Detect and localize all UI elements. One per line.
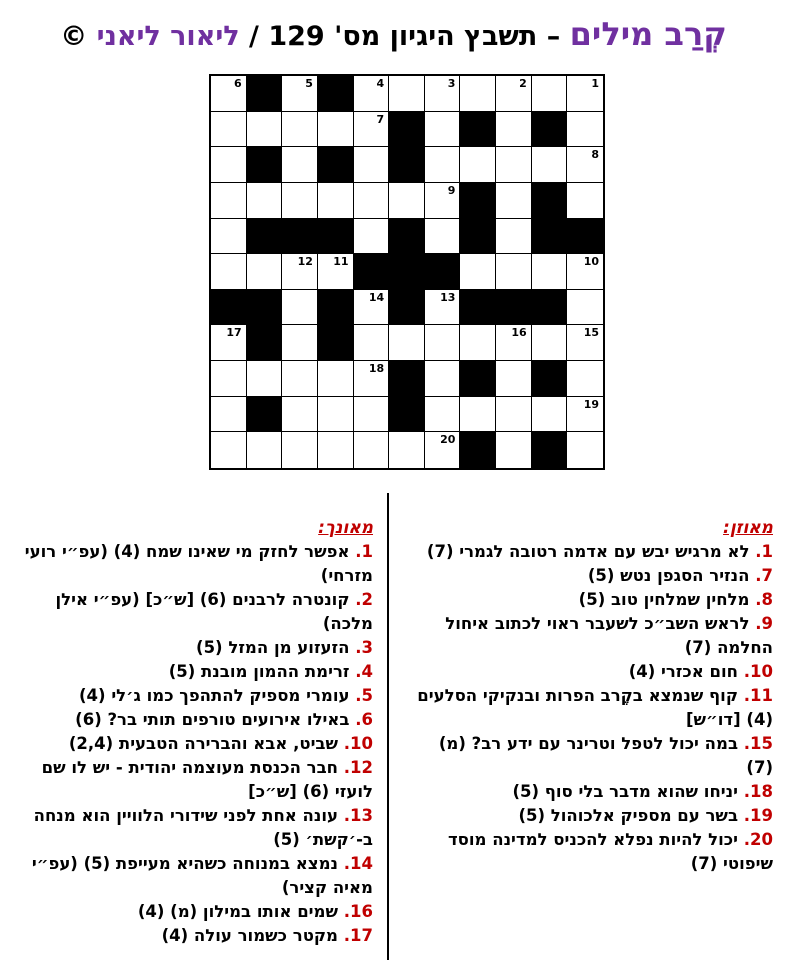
across-clue (413, 732, 773, 780)
grid-cell-black (389, 361, 425, 397)
grid-cell-black (318, 76, 354, 112)
grid-cell[interactable] (425, 147, 461, 183)
grid-cell-black (247, 397, 283, 433)
title-puzzle: תשבץ היגיון מס' 129 / (239, 21, 538, 52)
clue-number: 10. (343, 734, 373, 753)
across-clue (413, 780, 773, 804)
down-clue (8, 636, 373, 660)
grid-cell-black (532, 183, 568, 219)
grid-cell[interactable] (567, 147, 603, 183)
grid-cell[interactable] (282, 397, 318, 433)
grid-cell[interactable] (247, 183, 283, 219)
clue-text: יניחו שהוא מדבר בלי סוף (5) (512, 782, 744, 801)
grid-cell[interactable] (425, 112, 461, 148)
cell-number: 3 (447, 77, 456, 90)
clue-text: לראש השב״כ לשעבר ראוי לכתוב איחול החלמה (7) (445, 614, 773, 657)
grid-cell[interactable] (354, 397, 390, 433)
cell-number: 9 (447, 183, 456, 197)
grid-cell-black (389, 397, 425, 433)
grid-cell[interactable] (282, 183, 318, 219)
page-title (0, 14, 787, 57)
grid-cell[interactable] (282, 325, 318, 361)
cell-number: 12 (297, 255, 313, 269)
cell-number: 4 (376, 77, 385, 90)
grid-cell[interactable] (567, 76, 603, 112)
grid-cell[interactable] (354, 147, 390, 183)
down-clue (8, 660, 373, 684)
down-clue (8, 804, 373, 852)
clue-text: עומרי מספיק להתהפך כמו ג׳לי (4) (79, 686, 356, 705)
grid-cell[interactable] (460, 397, 496, 433)
clue-text: שמים אותו במילון (מ) (4) (137, 902, 344, 921)
grid-cell-black (282, 219, 318, 255)
grid-cell-black (247, 219, 283, 255)
grid-cell[interactable] (211, 361, 247, 397)
grid-cell[interactable] (282, 432, 318, 468)
grid-cell[interactable] (496, 219, 532, 255)
down-clue-list (8, 540, 373, 948)
down-clue (8, 900, 373, 924)
grid-cell-black (318, 147, 354, 183)
grid-cell-black (247, 76, 283, 112)
grid-cell[interactable] (567, 397, 603, 433)
clue-text: נמצא במנוחה כשהיא מעייפת (5) (עפ״י מאיה קציר) (31, 854, 373, 897)
grid-cell[interactable] (567, 325, 603, 361)
grid-cell-black (247, 147, 283, 183)
grid-cell-black (460, 112, 496, 148)
grid-cell-black (532, 112, 568, 148)
grid-cell[interactable] (318, 397, 354, 433)
cell-number: 5 (305, 77, 313, 90)
grid-cell[interactable] (496, 254, 532, 290)
grid-cell[interactable] (532, 254, 568, 290)
grid-cell[interactable] (460, 147, 496, 183)
clue-number: 2. (355, 590, 373, 609)
across-clue (413, 660, 773, 684)
grid-cell[interactable] (318, 254, 354, 290)
clue-number: 15. (743, 734, 773, 753)
grid-cell[interactable] (282, 290, 318, 326)
copyright-symbol: © (60, 21, 97, 52)
clue-text: לא מרגיש יבש עם אדמה רטובה לגמרי (7) (426, 542, 756, 561)
clue-number: 13. (343, 806, 373, 825)
grid-cell-black (425, 254, 461, 290)
down-clue (8, 756, 373, 804)
cell-number: 7 (376, 112, 385, 126)
clue-number: 10. (743, 662, 773, 681)
grid-cell[interactable] (425, 397, 461, 433)
cell-number: 8 (591, 148, 599, 162)
grid-cell[interactable] (354, 76, 390, 112)
across-clue (413, 564, 773, 588)
grid-cell[interactable] (567, 112, 603, 148)
grid-cell[interactable] (389, 432, 425, 468)
down-clue (8, 852, 373, 900)
across-clue (413, 540, 773, 564)
grid-cell-black (389, 147, 425, 183)
cell-number: 11 (333, 255, 349, 269)
clue-number: 11. (743, 686, 773, 705)
grid-cell-black (532, 432, 568, 468)
clue-number: 20. (743, 830, 773, 849)
grid-cell[interactable] (496, 432, 532, 468)
across-clue (413, 684, 773, 732)
grid-cell[interactable] (211, 183, 247, 219)
grid-cell[interactable] (247, 112, 283, 148)
down-clue (8, 708, 373, 732)
grid-cell[interactable] (318, 432, 354, 468)
grid-cell-black (318, 219, 354, 255)
grid-cell[interactable] (567, 254, 603, 290)
grid-cell[interactable] (389, 76, 425, 112)
grid-cell-black (318, 290, 354, 326)
grid-cell[interactable] (247, 361, 283, 397)
down-clue (8, 588, 373, 636)
grid-cell[interactable] (354, 112, 390, 148)
grid-cell[interactable] (532, 397, 568, 433)
cell-number: 20 (440, 433, 456, 447)
column-divider (387, 493, 389, 960)
grid-cell[interactable] (567, 432, 603, 468)
cell-number: 17 (226, 326, 242, 340)
clue-number: 17. (343, 926, 373, 945)
clue-text: הזעזוע מן המזל (5) (196, 638, 356, 657)
cell-number: 1 (591, 77, 599, 90)
grid-cell-black (460, 219, 496, 255)
crossword-grid (209, 74, 605, 470)
grid-cell-black (389, 219, 425, 255)
clue-text: זרימת ההמון מובנת (5) (168, 662, 356, 681)
cell-number: 6 (233, 77, 242, 90)
grid-cell-black (567, 219, 603, 255)
grid-cell[interactable] (354, 290, 390, 326)
grid-cell[interactable] (532, 76, 568, 112)
grid-cell[interactable] (496, 76, 532, 112)
down-heading: מאונך: (318, 518, 373, 538)
grid-cell[interactable] (282, 254, 318, 290)
across-clue (413, 804, 773, 828)
clue-text: קונטרה לרבנים (6) [ש״כ] (עפ״י אילן מלכה) (55, 590, 373, 633)
grid-cell[interactable] (425, 361, 461, 397)
grid-cell[interactable] (460, 325, 496, 361)
grid-cell[interactable] (496, 325, 532, 361)
grid-cell[interactable] (354, 183, 390, 219)
clue-number: 4. (355, 662, 373, 681)
grid-cell-black (389, 112, 425, 148)
grid-cell[interactable] (567, 361, 603, 397)
down-clues (8, 516, 373, 948)
grid-cell[interactable] (318, 112, 354, 148)
grid-cell-black (532, 219, 568, 255)
grid-cell-black (460, 432, 496, 468)
grid-cell[interactable] (496, 147, 532, 183)
grid-cell[interactable] (425, 325, 461, 361)
grid-cell[interactable] (567, 183, 603, 219)
cell-number: 19 (583, 397, 599, 411)
clue-number: 6. (355, 710, 373, 729)
clue-number: 12. (343, 758, 373, 777)
down-clue (8, 684, 373, 708)
clue-number: 16. (343, 902, 373, 921)
grid-cell[interactable] (460, 254, 496, 290)
grid-cell-black (532, 290, 568, 326)
down-clue (8, 732, 373, 756)
grid-cell-black (460, 361, 496, 397)
clue-text: חבר הכנסת מעוצמה יהודית - יש לו שם לועזי (6) [ש״כ] (41, 758, 373, 801)
grid-cell[interactable] (211, 432, 247, 468)
grid-cell[interactable] (532, 147, 568, 183)
clue-number: 8. (755, 590, 773, 609)
grid-cell[interactable] (389, 325, 425, 361)
clue-number: 1. (755, 542, 773, 561)
grid-cell[interactable] (389, 183, 425, 219)
clue-text: בשר עם מספיק אלכוהול (5) (518, 806, 744, 825)
grid-cell[interactable] (247, 432, 283, 468)
grid-cell[interactable] (496, 183, 532, 219)
down-clue (8, 924, 373, 948)
grid-cell[interactable] (211, 112, 247, 148)
clue-text: עונה אחת לפני שידורי הלוויין הוא מנחה ב-׳קשת׳ (5) (33, 806, 373, 849)
grid-cell-black (532, 361, 568, 397)
grid-cell-black (247, 325, 283, 361)
grid-cell[interactable] (318, 183, 354, 219)
clue-number: 19. (743, 806, 773, 825)
grid-cell-black (318, 325, 354, 361)
grid-cell[interactable] (496, 361, 532, 397)
clue-number: 1. (355, 542, 373, 561)
across-clues (413, 516, 773, 876)
grid-cell[interactable] (567, 290, 603, 326)
across-clue (413, 828, 773, 876)
clue-text: באילו אירועים טורפים תותי בר? (6) (75, 710, 356, 729)
clue-number: 3. (355, 638, 373, 657)
grid-cell[interactable] (211, 397, 247, 433)
grid-cell-black (211, 290, 247, 326)
down-clue (8, 540, 373, 588)
grid-cell-black (460, 183, 496, 219)
grid-cell[interactable] (211, 325, 247, 361)
grid-cell-black (460, 290, 496, 326)
across-clue-list (413, 540, 773, 876)
grid-cell[interactable] (318, 361, 354, 397)
grid-cell[interactable] (247, 254, 283, 290)
title-dash: – (537, 21, 570, 52)
grid-cell[interactable] (354, 361, 390, 397)
clue-text: במה יכול לטפל וטרינר עם ידע רב? (מ) (7) (438, 734, 773, 777)
cell-number: 16 (511, 326, 527, 340)
grid-cell[interactable] (282, 112, 318, 148)
clue-number: 18. (743, 782, 773, 801)
grid-cell-black (354, 254, 390, 290)
clue-text: מקטר כשמור עולה (4) (161, 926, 344, 945)
clue-text: אפשר לחזק מי שאינו שמח (4) (עפ״י רועי מזרחי) (24, 542, 373, 585)
cell-number: 18 (368, 362, 385, 376)
grid-cell[interactable] (354, 325, 390, 361)
grid-cell[interactable] (425, 219, 461, 255)
grid-cell-black (496, 290, 532, 326)
grid-cell-black (389, 254, 425, 290)
grid-cell-black (247, 290, 283, 326)
across-clue (413, 588, 773, 612)
grid-cell[interactable] (425, 432, 461, 468)
grid-cell[interactable] (211, 219, 247, 255)
clue-text: חום אכזרי (4) (628, 662, 744, 681)
grid-cell[interactable] (211, 76, 247, 112)
clue-number: 9. (755, 614, 773, 633)
clue-number: 7. (755, 566, 773, 585)
cell-number: 14 (368, 290, 385, 304)
grid-cell[interactable] (496, 397, 532, 433)
title-main: קְרַב מילים (569, 15, 727, 53)
title-author: ליאור ליאני (96, 21, 240, 52)
grid-cell[interactable] (354, 219, 390, 255)
clue-text: הנזיר הסגפן נטש (5) (587, 566, 756, 585)
grid-cell[interactable] (425, 183, 461, 219)
clue-number: 14. (343, 854, 373, 873)
cell-number: 10 (583, 255, 599, 269)
across-clue (413, 612, 773, 660)
grid-cell[interactable] (354, 432, 390, 468)
grid-cell[interactable] (211, 147, 247, 183)
clue-text: שביט, אבא והברירה הטבעית (2,4) (68, 734, 344, 753)
grid-cell[interactable] (425, 290, 461, 326)
grid-cell[interactable] (532, 325, 568, 361)
grid-cell[interactable] (282, 147, 318, 183)
grid-cell[interactable] (282, 76, 318, 112)
grid-cell[interactable] (211, 254, 247, 290)
cell-number: 15 (583, 326, 599, 340)
grid-cell[interactable] (282, 361, 318, 397)
grid-cell[interactable] (460, 76, 496, 112)
grid-cell-black (389, 290, 425, 326)
clue-text: מלחין שמלחין טוב (5) (578, 590, 756, 609)
clue-text: יכול להיות נפלא להכניס למדינה מוסד שיפוטי (7) (447, 830, 773, 873)
cell-number: 2 (519, 77, 527, 90)
grid-cell[interactable] (425, 76, 461, 112)
grid-cell[interactable] (496, 112, 532, 148)
clue-number: 5. (355, 686, 373, 705)
across-heading: מאוזן: (723, 518, 773, 538)
cell-number: 13 (440, 290, 456, 304)
clue-text: קוף שנמצא בקֶרב הפרות ובנקיקי הסלעים (4) [דו״ש] (417, 686, 773, 729)
